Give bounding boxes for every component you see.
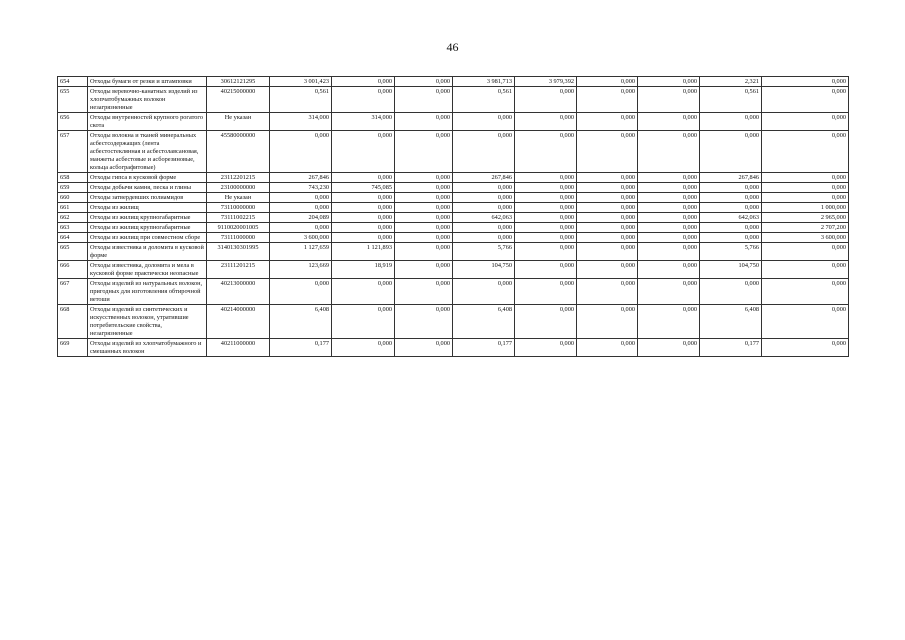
value-cell: 0,000 <box>453 183 515 193</box>
value-cell: 0,000 <box>515 87 577 113</box>
value-cell: 0,000 <box>395 87 453 113</box>
row-number-cell: 654 <box>58 77 88 87</box>
value-cell: 0,000 <box>762 87 849 113</box>
value-cell: 0,000 <box>638 261 700 279</box>
value-cell: 0,000 <box>638 223 700 233</box>
value-cell: 0,000 <box>638 131 700 173</box>
waste-code-cell: 3140130301995 <box>207 243 270 261</box>
value-cell: 6,408 <box>453 305 515 339</box>
table-row <box>58 339 849 357</box>
value-cell: 0,000 <box>762 131 849 173</box>
value-cell: 0,000 <box>332 279 395 305</box>
value-cell: 0,000 <box>638 243 700 261</box>
value-cell: 0,000 <box>395 213 453 223</box>
value-cell: 0,000 <box>395 261 453 279</box>
row-number-cell: 667 <box>58 279 88 305</box>
value-cell: 0,000 <box>577 279 638 305</box>
value-cell: 0,000 <box>762 279 849 305</box>
value-cell: 0,000 <box>270 203 332 213</box>
value-cell: 5,766 <box>453 243 515 261</box>
value-cell: 1 000,000 <box>762 203 849 213</box>
table-row <box>58 233 849 243</box>
value-cell: 123,669 <box>270 261 332 279</box>
value-cell: 0,000 <box>395 77 453 87</box>
value-cell: 0,000 <box>453 223 515 233</box>
table-row <box>58 131 849 173</box>
value-cell: 0,000 <box>515 279 577 305</box>
waste-code-cell: 73111000000 <box>207 233 270 243</box>
value-cell: 0,000 <box>638 213 700 223</box>
value-cell: 0,000 <box>577 183 638 193</box>
value-cell: 0,000 <box>638 279 700 305</box>
table-row <box>58 261 849 279</box>
value-cell: 3 600,000 <box>762 233 849 243</box>
table-body <box>58 77 849 357</box>
value-cell: 0,000 <box>395 183 453 193</box>
value-cell: 0,000 <box>453 193 515 203</box>
value-cell: 0,000 <box>270 279 332 305</box>
waste-name-cell: Отходы известняка, доломита и мела в кусковой форме практически неопасные <box>88 261 207 279</box>
value-cell: 0,000 <box>395 243 453 261</box>
value-cell: 0,000 <box>515 339 577 357</box>
waste-code-cell: 40214000000 <box>207 305 270 339</box>
row-number-cell: 665 <box>58 243 88 261</box>
value-cell: 2 707,200 <box>762 223 849 233</box>
value-cell: 0,000 <box>453 203 515 213</box>
value-cell: 0,000 <box>270 223 332 233</box>
value-cell: 0,000 <box>700 183 762 193</box>
value-cell: 5,766 <box>700 243 762 261</box>
row-number-cell: 658 <box>58 173 88 183</box>
value-cell: 3 001,423 <box>270 77 332 87</box>
value-cell: 0,000 <box>453 233 515 243</box>
value-cell: 0,000 <box>270 193 332 203</box>
value-cell: 0,000 <box>638 203 700 213</box>
value-cell: 0,000 <box>700 113 762 131</box>
value-cell: 0,000 <box>762 173 849 183</box>
waste-code-cell: 73111002215 <box>207 213 270 223</box>
waste-name-cell: Отходы изделий из синтетических и искусственных волокон, утратившие потребительские свойства, незагрязненные <box>88 305 207 339</box>
value-cell: 0,000 <box>395 131 453 173</box>
value-cell: 0,000 <box>332 193 395 203</box>
value-cell: 1 127,659 <box>270 243 332 261</box>
table-row <box>58 213 849 223</box>
page-number: 46 <box>446 40 459 54</box>
value-cell: 104,750 <box>453 261 515 279</box>
value-cell: 2 965,000 <box>762 213 849 223</box>
value-cell: 0,000 <box>332 131 395 173</box>
value-cell: 0,000 <box>638 183 700 193</box>
waste-code-cell: Не указан <box>207 193 270 203</box>
value-cell: 0,000 <box>577 113 638 131</box>
row-number-cell: 660 <box>58 193 88 203</box>
value-cell: 3 600,000 <box>270 233 332 243</box>
value-cell: 0,000 <box>638 305 700 339</box>
value-cell: 0,000 <box>515 131 577 173</box>
value-cell: 314,000 <box>270 113 332 131</box>
value-cell: 0,561 <box>453 87 515 113</box>
value-cell: 0,000 <box>270 131 332 173</box>
value-cell: 0,000 <box>395 223 453 233</box>
table-row <box>58 87 849 113</box>
row-number-cell: 661 <box>58 203 88 213</box>
value-cell: 0,000 <box>332 77 395 87</box>
value-cell: 0,000 <box>453 113 515 131</box>
row-number-cell: 668 <box>58 305 88 339</box>
row-number-cell: 656 <box>58 113 88 131</box>
waste-code-cell: 9110020001005 <box>207 223 270 233</box>
value-cell: 0,000 <box>332 213 395 223</box>
value-cell: 0,000 <box>515 193 577 203</box>
waste-name-cell: Отходы добычи камня, песка и глины <box>88 183 207 193</box>
value-cell: 0,000 <box>577 213 638 223</box>
value-cell: 0,000 <box>515 261 577 279</box>
waste-name-cell: Отходы из жилищ крупногабаритные <box>88 223 207 233</box>
value-cell: 0,000 <box>577 77 638 87</box>
value-cell: 267,846 <box>700 173 762 183</box>
value-cell: 0,000 <box>332 203 395 213</box>
value-cell: 0,177 <box>270 339 332 357</box>
value-cell: 2,321 <box>700 77 762 87</box>
value-cell: 0,000 <box>577 339 638 357</box>
value-cell: 0,000 <box>395 173 453 183</box>
value-cell: 0,177 <box>700 339 762 357</box>
table-row <box>58 203 849 213</box>
value-cell: 0,000 <box>577 131 638 173</box>
value-cell: 0,000 <box>515 243 577 261</box>
value-cell: 3 979,392 <box>515 77 577 87</box>
waste-table <box>57 76 849 357</box>
waste-code-cell: 23100000000 <box>207 183 270 193</box>
value-cell: 0,000 <box>395 233 453 243</box>
waste-name-cell: Отходы из жилищ крупногабаритные <box>88 213 207 223</box>
value-cell: 0,000 <box>577 305 638 339</box>
waste-name-cell: Отходы из жилищ <box>88 203 207 213</box>
waste-code-cell: 45580000000 <box>207 131 270 173</box>
value-cell: 267,846 <box>453 173 515 183</box>
value-cell: 0,000 <box>332 87 395 113</box>
row-number-cell: 662 <box>58 213 88 223</box>
value-cell: 0,000 <box>515 113 577 131</box>
value-cell: 0,000 <box>638 113 700 131</box>
waste-name-cell: Отходы изделий из натуральных волокон, пригодных для изготовления обтирочной ветоши <box>88 279 207 305</box>
waste-code-cell: 73110000000 <box>207 203 270 213</box>
value-cell: 0,000 <box>453 131 515 173</box>
value-cell: 104,750 <box>700 261 762 279</box>
value-cell: 0,000 <box>395 279 453 305</box>
table-row <box>58 183 849 193</box>
value-cell: 0,000 <box>577 203 638 213</box>
table-row <box>58 243 849 261</box>
value-cell: 314,000 <box>332 113 395 131</box>
value-cell: 0,000 <box>515 203 577 213</box>
table-row <box>58 113 849 131</box>
value-cell: 0,000 <box>762 183 849 193</box>
value-cell: 0,000 <box>332 339 395 357</box>
table-row <box>58 305 849 339</box>
value-cell: 0,000 <box>762 339 849 357</box>
value-cell: 642,063 <box>700 213 762 223</box>
value-cell: 6,408 <box>270 305 332 339</box>
value-cell: 0,000 <box>762 193 849 203</box>
value-cell: 0,000 <box>395 203 453 213</box>
waste-code-cell: 30612121295 <box>207 77 270 87</box>
value-cell: 0,000 <box>332 223 395 233</box>
value-cell: 204,089 <box>270 213 332 223</box>
value-cell: 0,000 <box>577 87 638 113</box>
value-cell: 0,000 <box>700 279 762 305</box>
table-row <box>58 173 849 183</box>
waste-code-cell: Не указан <box>207 113 270 131</box>
value-cell: 0,000 <box>515 213 577 223</box>
value-cell: 745,085 <box>332 183 395 193</box>
value-cell: 0,000 <box>515 183 577 193</box>
waste-code-cell: 40213000000 <box>207 279 270 305</box>
value-cell: 0,000 <box>762 305 849 339</box>
waste-name-cell: Отходы гипса в кусковой форме <box>88 173 207 183</box>
waste-name-cell: Отходы внутренностей крупного рогатого скота <box>88 113 207 131</box>
value-cell: 0,561 <box>700 87 762 113</box>
value-cell: 0,000 <box>577 261 638 279</box>
value-cell: 0,000 <box>700 233 762 243</box>
value-cell: 267,846 <box>270 173 332 183</box>
value-cell: 0,000 <box>700 223 762 233</box>
value-cell: 18,919 <box>332 261 395 279</box>
row-number-cell: 663 <box>58 223 88 233</box>
value-cell: 0,000 <box>515 223 577 233</box>
waste-name-cell: Отходы веревочно-канатных изделий из хлопчатобумажных волокон незагрязненные <box>88 87 207 113</box>
row-number-cell: 666 <box>58 261 88 279</box>
value-cell: 0,000 <box>577 193 638 203</box>
value-cell: 0,000 <box>638 77 700 87</box>
row-number-cell: 659 <box>58 183 88 193</box>
value-cell: 642,063 <box>453 213 515 223</box>
row-number-cell: 664 <box>58 233 88 243</box>
value-cell: 6,408 <box>700 305 762 339</box>
row-number-cell: 657 <box>58 131 88 173</box>
value-cell: 0,000 <box>515 305 577 339</box>
waste-code-cell: 40211000000 <box>207 339 270 357</box>
waste-code-cell: 23111201215 <box>207 261 270 279</box>
value-cell: 0,000 <box>762 243 849 261</box>
value-cell: 3 981,713 <box>453 77 515 87</box>
value-cell: 0,000 <box>453 279 515 305</box>
table-row <box>58 223 849 233</box>
value-cell: 1 121,893 <box>332 243 395 261</box>
value-cell: 0,177 <box>453 339 515 357</box>
value-cell: 0,000 <box>700 193 762 203</box>
value-cell: 0,000 <box>395 113 453 131</box>
value-cell: 0,000 <box>638 233 700 243</box>
table-row <box>58 77 849 87</box>
value-cell: 0,000 <box>577 173 638 183</box>
value-cell: 0,000 <box>332 233 395 243</box>
value-cell: 0,000 <box>577 223 638 233</box>
value-cell: 743,230 <box>270 183 332 193</box>
waste-name-cell: Отходы волокна и тканей минеральных асбестсодержащих (лента асбестостеклянная и асбестолавсановая, манжеты асбестовые и асборезиновые, кольца асбографитовые) <box>88 131 207 173</box>
value-cell: 0,000 <box>515 233 577 243</box>
value-cell: 0,000 <box>762 113 849 131</box>
value-cell: 0,561 <box>270 87 332 113</box>
waste-name-cell: Отходы бумаги от резки и штамповки <box>88 77 207 87</box>
value-cell: 0,000 <box>395 193 453 203</box>
waste-name-cell: Отходы изделий из хлопчатобумажного и смешанных волокон <box>88 339 207 357</box>
value-cell: 0,000 <box>638 87 700 113</box>
waste-name-cell: Отходы известняка и доломита в кусковой форме <box>88 243 207 261</box>
value-cell: 0,000 <box>395 305 453 339</box>
waste-code-cell: 23112201215 <box>207 173 270 183</box>
waste-name-cell: Отходы из жилищ при совместном сборе <box>88 233 207 243</box>
row-number-cell: 669 <box>58 339 88 357</box>
table-row <box>58 279 849 305</box>
value-cell: 0,000 <box>515 173 577 183</box>
value-cell: 0,000 <box>700 203 762 213</box>
value-cell: 0,000 <box>700 131 762 173</box>
value-cell: 0,000 <box>762 261 849 279</box>
value-cell: 0,000 <box>638 339 700 357</box>
value-cell: 0,000 <box>762 77 849 87</box>
value-cell: 0,000 <box>577 243 638 261</box>
value-cell: 0,000 <box>638 193 700 203</box>
waste-name-cell: Отходы затвердевших полиамидов <box>88 193 207 203</box>
value-cell: 0,000 <box>332 173 395 183</box>
row-number-cell: 655 <box>58 87 88 113</box>
value-cell: 0,000 <box>332 305 395 339</box>
waste-code-cell: 40215000000 <box>207 87 270 113</box>
value-cell: 0,000 <box>395 339 453 357</box>
value-cell: 0,000 <box>577 233 638 243</box>
table-row <box>58 193 849 203</box>
value-cell: 0,000 <box>638 173 700 183</box>
